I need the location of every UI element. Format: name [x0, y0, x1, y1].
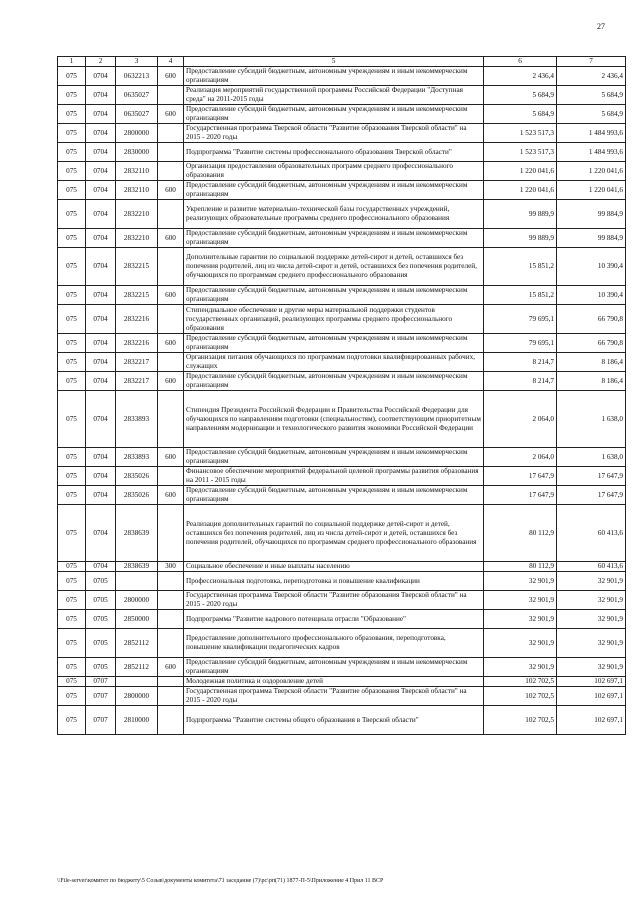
executed-amount: 32 901,9 [557, 610, 626, 629]
section-code: 0704 [86, 248, 116, 286]
target-article-code: 2832110 [116, 181, 158, 200]
table-row [58, 610, 626, 629]
executed-amount: 10 390,4 [557, 286, 626, 305]
executed-amount: 60 413,6 [557, 505, 626, 562]
item-name: Предоставление субсидий бюджетным, автономным учреждениям и иным некоммерческим организациям [184, 658, 484, 677]
expense-type-code [158, 687, 184, 706]
executed-amount: 66 790,8 [557, 334, 626, 353]
grbs-code: 075 [58, 67, 86, 86]
section-code: 0704 [86, 305, 116, 334]
grbs-code: 075 [58, 200, 86, 229]
section-code: 0705 [86, 629, 116, 658]
grbs-code: 075 [58, 486, 86, 505]
target-article-code: 2800000 [116, 124, 158, 143]
table-row [58, 334, 626, 353]
item-name: Организация предоставления образовательных программ среднего профессионального образования [184, 162, 484, 181]
table-row [58, 629, 626, 658]
expense-type-code [158, 467, 184, 486]
section-code: 0704 [86, 143, 116, 162]
planned-amount: 32 901,9 [484, 572, 557, 591]
executed-amount: 32 901,9 [557, 629, 626, 658]
table-row [58, 248, 626, 286]
grbs-code: 075 [58, 562, 86, 572]
table-row [58, 305, 626, 334]
executed-amount: 17 647,9 [557, 486, 626, 505]
item-name: Предоставление субсидий бюджетным, автономным учреждениям и иным некоммерческим организациям [184, 448, 484, 467]
target-article-code: 2800000 [116, 687, 158, 706]
table-row [58, 505, 626, 562]
planned-amount: 8 214,7 [484, 372, 557, 391]
planned-amount: 1 523 517,3 [484, 124, 557, 143]
grbs-code: 075 [58, 677, 86, 687]
expense-type-code [158, 143, 184, 162]
section-code: 0704 [86, 505, 116, 562]
section-code: 0704 [86, 562, 116, 572]
item-name: Государственная программа Тверской области "Развитие образования Тверской области" на 2015 - 2020 годы [184, 124, 484, 143]
expense-type-code: 300 [158, 562, 184, 572]
item-name: Предоставление субсидий бюджетным, автономным учреждениям и иным некоммерческим организациям [184, 372, 484, 391]
grbs-code: 075 [58, 143, 86, 162]
executed-amount: 17 647,9 [557, 467, 626, 486]
item-name: Социальное обеспечение и иные выплаты населению [184, 562, 484, 572]
planned-amount: 102 702,5 [484, 706, 557, 735]
grbs-code: 075 [58, 591, 86, 610]
item-name: Предоставление субсидий бюджетным, автономным учреждениям и иным некоммерческим организациям [184, 286, 484, 305]
executed-amount: 66 790,8 [557, 305, 626, 334]
item-name: Организация питания обучающихся по программам подготовки квалифицированных рабочих, служащих [184, 353, 484, 372]
executed-amount: 1 638,0 [557, 448, 626, 467]
grbs-code: 075 [58, 305, 86, 334]
item-name: Государственная программа Тверской области "Развитие образования Тверской области" на 2015 - 2020 годы [184, 687, 484, 706]
executed-amount: 5 684,9 [557, 105, 626, 124]
target-article-code: 2832216 [116, 305, 158, 334]
expense-type-code [158, 162, 184, 181]
item-name: Подпрограмма "Развитие системы общего образования в Тверской области" [184, 706, 484, 735]
expense-type-code: 600 [158, 105, 184, 124]
expense-type-code [158, 706, 184, 735]
target-article-code: 2833893 [116, 391, 158, 448]
planned-amount: 5 684,9 [484, 105, 557, 124]
executed-amount: 1 220 041,6 [557, 162, 626, 181]
table-row [58, 200, 626, 229]
expense-type-code [158, 86, 184, 105]
section-code: 0707 [86, 677, 116, 687]
executed-amount: 60 413,6 [557, 562, 626, 572]
grbs-code: 075 [58, 505, 86, 562]
table-row [58, 687, 626, 706]
planned-amount: 102 702,5 [484, 677, 557, 687]
table-row [58, 162, 626, 181]
grbs-code: 075 [58, 629, 86, 658]
target-article-code [116, 677, 158, 687]
grbs-code: 075 [58, 334, 86, 353]
item-name: Реализация дополнительных гарантий по социальной поддержке детей-сирот и детей, оставшихся без попечения родителей, лиц из числа детей-сирот и детей, оставшихся без попечения родителей, обучающихся по программам среднего профессионального образования [184, 505, 484, 562]
grbs-code: 075 [58, 124, 86, 143]
item-name: Предоставление субсидий бюджетным, автономным учреждениям и иным некоммерческим организациям [184, 334, 484, 353]
section-code: 0707 [86, 687, 116, 706]
target-article-code: 2838639 [116, 505, 158, 562]
section-code: 0704 [86, 391, 116, 448]
item-name: Предоставление субсидий бюджетным, автономным учреждениям и иным некоммерческим организациям [184, 486, 484, 505]
expense-type-code: 600 [158, 67, 184, 86]
section-code: 0705 [86, 610, 116, 629]
item-name: Укрепление и развитие материально-технической базы государственных учреждений, реализующих образовательные программы среднего профессионального образования [184, 200, 484, 229]
executed-amount: 102 697,1 [557, 706, 626, 735]
executed-amount: 1 220 041,6 [557, 181, 626, 200]
planned-amount: 32 901,9 [484, 658, 557, 677]
planned-amount: 32 901,9 [484, 629, 557, 658]
table-row [58, 591, 626, 610]
table-row [58, 181, 626, 200]
item-name: Предоставление субсидий бюджетным, автономным учреждениям и иным некоммерческим организациям [184, 105, 484, 124]
item-name: Профессиональная подготовка, переподготовка и повышение квалификации [184, 572, 484, 591]
section-code: 0704 [86, 86, 116, 105]
table-row [58, 658, 626, 677]
column-header: 2 [86, 57, 116, 67]
target-article-code: 0635027 [116, 105, 158, 124]
target-article-code: 0632213 [116, 67, 158, 86]
section-code: 0705 [86, 591, 116, 610]
planned-amount: 17 647,9 [484, 467, 557, 486]
section-code: 0704 [86, 372, 116, 391]
grbs-code: 075 [58, 467, 86, 486]
executed-amount: 5 684,9 [557, 86, 626, 105]
planned-amount: 1 220 041,6 [484, 181, 557, 200]
executed-amount: 10 390,4 [557, 248, 626, 286]
expense-type-code: 600 [158, 334, 184, 353]
expense-type-code [158, 572, 184, 591]
grbs-code: 075 [58, 687, 86, 706]
table-row [58, 229, 626, 248]
expense-type-code: 600 [158, 658, 184, 677]
target-article-code: 2832210 [116, 229, 158, 248]
section-code: 0704 [86, 353, 116, 372]
planned-amount: 1 523 517,3 [484, 143, 557, 162]
target-article-code: 2835026 [116, 467, 158, 486]
planned-amount: 2 436,4 [484, 67, 557, 86]
executed-amount: 32 901,9 [557, 658, 626, 677]
expense-type-code [158, 629, 184, 658]
grbs-code: 075 [58, 706, 86, 735]
target-article-code: 2832216 [116, 334, 158, 353]
grbs-code: 075 [58, 162, 86, 181]
section-code: 0704 [86, 334, 116, 353]
expense-type-code [158, 591, 184, 610]
planned-amount: 99 889,9 [484, 200, 557, 229]
header-row [58, 57, 626, 67]
item-name: Предоставление субсидий бюджетным, автономным учреждениям и иным некоммерческим организациям [184, 181, 484, 200]
executed-amount: 8 186,4 [557, 372, 626, 391]
item-name: Подпрограмма "Развитие кадрового потенциала отрасли "Образование" [184, 610, 484, 629]
executed-amount: 1 484 993,6 [557, 124, 626, 143]
grbs-code: 075 [58, 86, 86, 105]
section-code: 0704 [86, 105, 116, 124]
grbs-code: 075 [58, 610, 86, 629]
grbs-code: 075 [58, 372, 86, 391]
executed-amount: 102 697,1 [557, 677, 626, 687]
executed-amount: 1 484 993,6 [557, 143, 626, 162]
planned-amount: 15 851,2 [484, 248, 557, 286]
planned-amount: 5 684,9 [484, 86, 557, 105]
grbs-code: 075 [58, 248, 86, 286]
item-name: Реализация мероприятий государственной программы Российской Федерации "Доступная среда" на 2011-2015 годы [184, 86, 484, 105]
grbs-code: 075 [58, 658, 86, 677]
target-article-code: 2832215 [116, 286, 158, 305]
target-article-code: 2850000 [116, 610, 158, 629]
target-article-code: 2832215 [116, 248, 158, 286]
planned-amount: 17 647,9 [484, 486, 557, 505]
target-article-code: 2830000 [116, 143, 158, 162]
expense-type-code [158, 200, 184, 229]
planned-amount: 1 220 041,6 [484, 162, 557, 181]
table-row [58, 562, 626, 572]
table-row [58, 486, 626, 505]
item-name: Государственная программа Тверской области "Развитие образования Тверской области" на 2015 - 2020 годы [184, 591, 484, 610]
section-code: 0704 [86, 124, 116, 143]
planned-amount: 32 901,9 [484, 610, 557, 629]
budget-table [57, 56, 626, 735]
expense-type-code: 600 [158, 486, 184, 505]
table-row [58, 286, 626, 305]
expense-type-code [158, 677, 184, 687]
column-header: 6 [484, 57, 557, 67]
item-name: Подпрограмма "Развитие системы профессионального образования Тверской области" [184, 143, 484, 162]
target-article-code: 2810000 [116, 706, 158, 735]
executed-amount: 1 638,0 [557, 391, 626, 448]
section-code: 0704 [86, 162, 116, 181]
table-row [58, 448, 626, 467]
expense-type-code [158, 305, 184, 334]
table-row [58, 706, 626, 735]
column-header: 7 [557, 57, 626, 67]
executed-amount: 102 697,1 [557, 687, 626, 706]
target-article-code: 2835026 [116, 486, 158, 505]
item-name: Молодежная политика и оздоровление детей [184, 677, 484, 687]
item-name: Финансовое обеспечение мероприятий федеральной целевой программы развития образования на 2011 - 2015 годы [184, 467, 484, 486]
section-code: 0704 [86, 181, 116, 200]
table-row [58, 105, 626, 124]
target-article-code: 2832217 [116, 372, 158, 391]
planned-amount: 15 851,2 [484, 286, 557, 305]
expense-type-code [158, 610, 184, 629]
planned-amount: 2 064,0 [484, 448, 557, 467]
table-body [58, 67, 626, 735]
section-code: 0705 [86, 572, 116, 591]
item-name: Стипендия Президента Российской Федерации и Правительства Российской Федерации для обучающихся по направлениям подготовки (специальностям), соответствующим приоритетным направлениям модернизации и технологического развития экономики Российской Федерации [184, 391, 484, 448]
planned-amount: 99 889,9 [484, 229, 557, 248]
executed-amount: 99 884,9 [557, 229, 626, 248]
table-row [58, 372, 626, 391]
grbs-code: 075 [58, 353, 86, 372]
item-name: Предоставление субсидий бюджетным, автономным учреждениям и иным некоммерческим организациям [184, 67, 484, 86]
target-article-code: 2832210 [116, 200, 158, 229]
section-code: 0705 [86, 658, 116, 677]
table-row [58, 67, 626, 86]
expense-type-code: 600 [158, 286, 184, 305]
section-code: 0704 [86, 467, 116, 486]
grbs-code: 075 [58, 105, 86, 124]
column-header: 5 [184, 57, 484, 67]
planned-amount: 79 695,1 [484, 334, 557, 353]
planned-amount: 80 112,9 [484, 505, 557, 562]
target-article-code: 2832217 [116, 353, 158, 372]
planned-amount: 8 214,7 [484, 353, 557, 372]
planned-amount: 79 695,1 [484, 305, 557, 334]
executed-amount: 2 436,4 [557, 67, 626, 86]
table-row [58, 124, 626, 143]
executed-amount: 32 901,9 [557, 591, 626, 610]
executed-amount: 32 901,9 [557, 572, 626, 591]
file-path-footer: \\File-server\комитет по бюджету\5 Созыв\документы комитета\71 заседание (7)\рс\рп(71) 1877-П-5\Приложение 4 Прил 11 ВСР [57, 878, 384, 884]
table-row [58, 391, 626, 448]
section-code: 0704 [86, 448, 116, 467]
expense-type-code: 600 [158, 448, 184, 467]
target-article-code: 2800000 [116, 591, 158, 610]
section-code: 0704 [86, 200, 116, 229]
planned-amount: 32 901,9 [484, 591, 557, 610]
expense-type-code [158, 124, 184, 143]
item-name: Предоставление субсидий бюджетным, автономным учреждениям и иным некоммерческим организациям [184, 229, 484, 248]
planned-amount: 102 702,5 [484, 687, 557, 706]
table-row [58, 572, 626, 591]
grbs-code: 075 [58, 181, 86, 200]
grbs-code: 075 [58, 448, 86, 467]
grbs-code: 075 [58, 391, 86, 448]
planned-amount: 80 112,9 [484, 562, 557, 572]
grbs-code: 075 [58, 572, 86, 591]
planned-amount: 2 064,0 [484, 391, 557, 448]
expense-type-code: 600 [158, 372, 184, 391]
item-name: Стипендиальное обеспечение и другие меры материальной поддержки студентов государственных организаций, реализующих программы среднего профессионального образования [184, 305, 484, 334]
target-article-code: 2832110 [116, 162, 158, 181]
column-header: 3 [116, 57, 158, 67]
page-number: 27 [597, 22, 605, 31]
expense-type-code [158, 248, 184, 286]
target-article-code: 2838639 [116, 562, 158, 572]
section-code: 0707 [86, 706, 116, 735]
table-row [58, 86, 626, 105]
expense-type-code: 600 [158, 229, 184, 248]
expense-type-code [158, 505, 184, 562]
item-name: Дополнительные гарантии по социальной поддержке детей-сирот и детей, оставшихся без попечения родителей, лиц из числа детей-сирот и детей, оставшихся без попечения родителей, обучающихся по программам среднего профессионального образования [184, 248, 484, 286]
executed-amount: 8 186,4 [557, 353, 626, 372]
grbs-code: 075 [58, 229, 86, 248]
section-code: 0704 [86, 229, 116, 248]
table-row [58, 677, 626, 687]
target-article-code: 2833893 [116, 448, 158, 467]
section-code: 0704 [86, 486, 116, 505]
grbs-code: 075 [58, 286, 86, 305]
column-header: 1 [58, 57, 86, 67]
target-article-code: 0635027 [116, 86, 158, 105]
table-row [58, 143, 626, 162]
table-row [58, 467, 626, 486]
target-article-code: 2852112 [116, 658, 158, 677]
executed-amount: 99 884,9 [557, 200, 626, 229]
expense-type-code: 600 [158, 181, 184, 200]
expense-type-code [158, 353, 184, 372]
column-header: 4 [158, 57, 184, 67]
section-code: 0704 [86, 286, 116, 305]
table-row [58, 353, 626, 372]
expense-type-code [158, 391, 184, 448]
target-article-code [116, 572, 158, 591]
target-article-code: 2852112 [116, 629, 158, 658]
item-name: Предоставление дополнительного профессионального образования, переподготовка, повышение квалификации педагогических кадров [184, 629, 484, 658]
section-code: 0704 [86, 67, 116, 86]
